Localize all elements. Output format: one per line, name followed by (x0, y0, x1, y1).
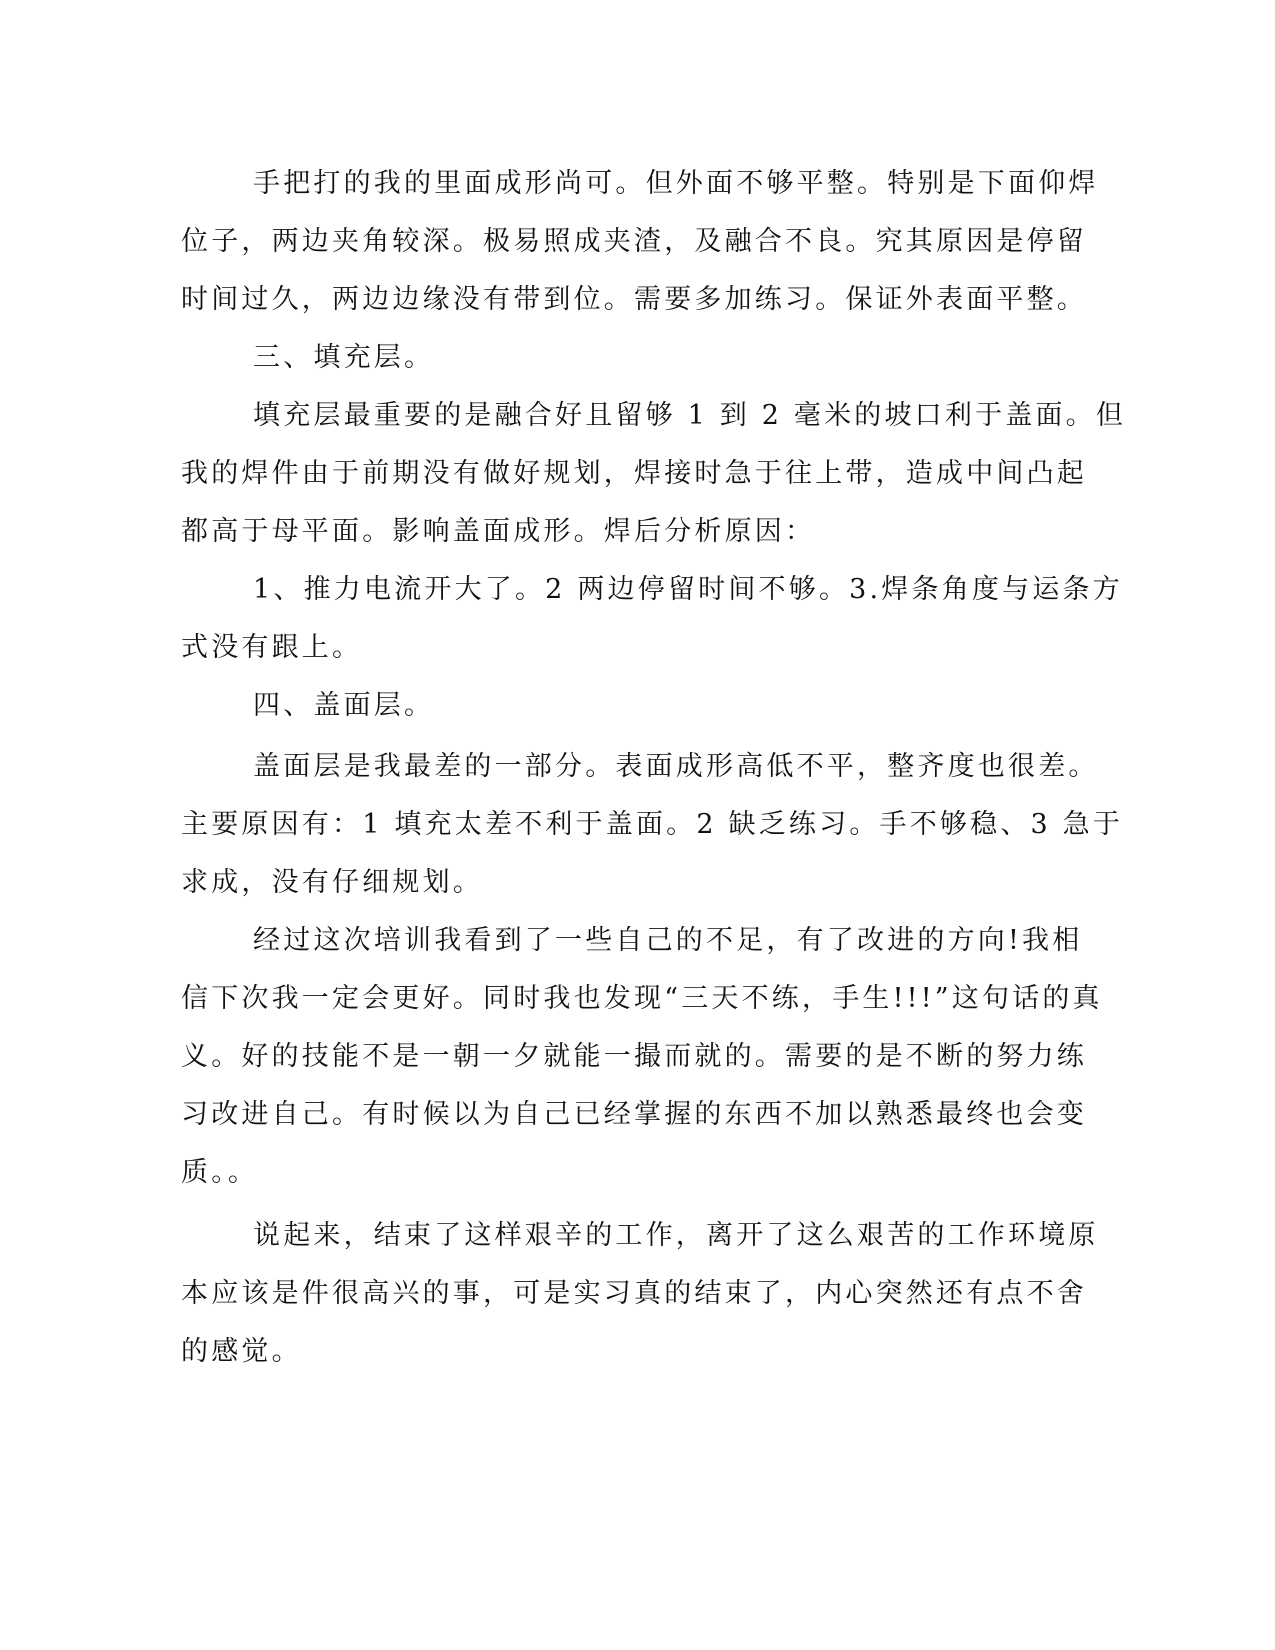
paragraph-4-line-1: 1、推力电流开大了。2 两边停留时间不够。3.焊条角度与运条方 (253, 574, 1123, 605)
paragraph-8-line-1: 说起来，结束了这样艰辛的工作，离开了这么艰苦的工作环境原 (253, 1220, 1099, 1251)
paragraph-1-line-2: 位子，两边夹角较深。极易照成夹渣，及融合不良。究其原因是停留 (181, 226, 1087, 257)
paragraph-1-line-3: 时间过久，两边边缘没有带到位。需要多加练习。保证外表面平整。 (181, 284, 1087, 315)
paragraph-6-line-1: 盖面层是我最差的一部分。表面成形高低不平，整齐度也很差。 (253, 751, 1099, 782)
paragraph-1-line-1: 手把打的我的里面成形尚可。但外面不够平整。特别是下面仰焊 (253, 168, 1099, 199)
paragraph-6-line-3: 求成，没有仔细规划。 (181, 867, 483, 898)
paragraph-7-line-4: 习改进自己。有时候以为自己已经掌握的东西不加以熟悉最终也会变 (181, 1099, 1087, 1130)
section-heading-filling-layer: 三、填充层。 (253, 342, 435, 373)
paragraph-3-line-1: 填充层最重要的是融合好且留够 1 到 2 毫米的坡口利于盖面。但 (253, 400, 1127, 431)
paragraph-7-line-2: 信下次我一定会更好。同时我也发现“三天不练，手生!!!”这句话的真 (181, 983, 1103, 1014)
paragraph-6-line-2: 主要原因有：1 填充太差不利于盖面。2 缺乏练习。手不够稳、3 急于 (181, 809, 1124, 840)
paragraph-8-line-3: 的感觉。 (181, 1336, 302, 1367)
paragraph-7-line-5: 质。。 (181, 1157, 259, 1188)
section-heading-cover-layer: 四、盖面层。 (253, 690, 435, 721)
paragraph-4-line-2: 式没有跟上。 (181, 632, 363, 663)
paragraph-3-line-2: 我的焊件由于前期没有做好规划，焊接时急于往上带，造成中间凸起 (181, 458, 1087, 489)
paragraph-3-line-3: 都高于母平面。影响盖面成形。焊后分析原因： (181, 516, 816, 547)
paragraph-7-line-1: 经过这次培训我看到了一些自己的不足，有了改进的方向!我相 (253, 925, 1083, 956)
paragraph-7-line-3: 义。好的技能不是一朝一夕就能一撮而就的。需要的是不断的努力练 (181, 1041, 1087, 1072)
paragraph-8-line-2: 本应该是件很高兴的事，可是实习真的结束了，内心突然还有点不舍 (181, 1278, 1087, 1309)
